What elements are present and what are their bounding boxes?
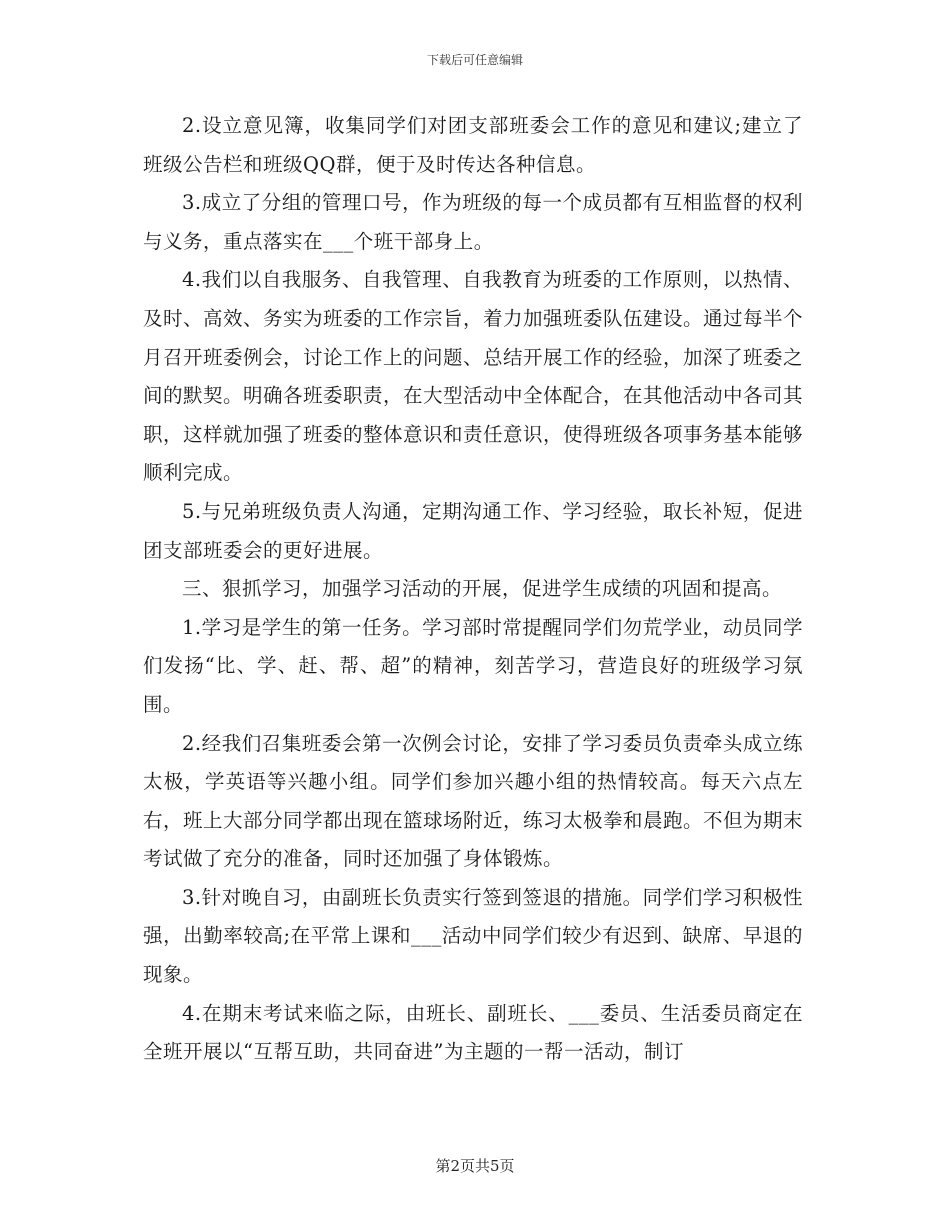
page-header: 下载后可任意编辑 bbox=[426, 53, 523, 67]
page-number: 第2页共5页 bbox=[435, 1157, 515, 1175]
paragraph: 4.我们以自我服务、自我管理、自我教育为班委的工作原则，以热情、及时、高效、务实为班委的工作宗旨，着力加强班委队伍建设。通过每半个月召开班委例会，讨论工作上的问题、总结开展工作的经验，加深了班委之间的默契。明确各班委职责，在大型活动中全体配合，在其他活动中各司其职，这样就加强了班委的整体意识和责任意识，使得班级各项事务基本能够顺利完成。 bbox=[143, 268, 804, 485]
paragraph: 1.学习是学生的第一任务。学习部时常提醒同学们勿荒学业，动员同学们发扬“比、学、赶、帮、超”的精神，刻苦学习，营造良好的班级学习氛围。 bbox=[143, 615, 803, 716]
paragraph: 3.成立了分组的管理口号，作为班级的每一个成员都有互相监督的权利与义务，重点落实在___个班干部身上。 bbox=[143, 191, 803, 253]
paragraph: 2.经我们召集班委会第一次例会讨论，安排了学习委员负责牵头成立练太极，学英语等兴趣小组。同学们参加兴趣小组的热情较高。每天六点左右，班上大部分同学都出现在篮球场附近，练习太极拳和晨跑。不但为期末考试做了充分的准备，同时还加强了身体锻炼。 bbox=[143, 731, 804, 871]
paragraph: 3.针对晚自习，由副班长负责实行签到签退的措施。同学们学习积极性强，出勤率较高;在平常上课和___活动中同学们较少有迟到、缺席、早退的现象。 bbox=[143, 885, 803, 987]
paragraph: 2.设立意见簿，收集同学们对团支部班委会工作的意见和建议;建立了班级公告栏和班级QQ群，便于及时传达各种信息。 bbox=[143, 114, 803, 176]
paragraph: 5.与兄弟班级负责人沟通，定期沟通工作、学习经验，取长补短，促进团支部班委会的更好进展。 bbox=[143, 499, 803, 562]
paragraph: 4.在期末考试来临之际，由班长、副班长、___委员、生活委员商定在全班开展以“互帮互助，共同奋进”为主题的一帮一活动，制订 bbox=[143, 1001, 803, 1064]
section-heading: 三、狠抓学习，加强学习活动的开展，促进学生成绩的巩固和提高。 bbox=[182, 577, 783, 601]
document-body bbox=[143, 107, 803, 1072]
